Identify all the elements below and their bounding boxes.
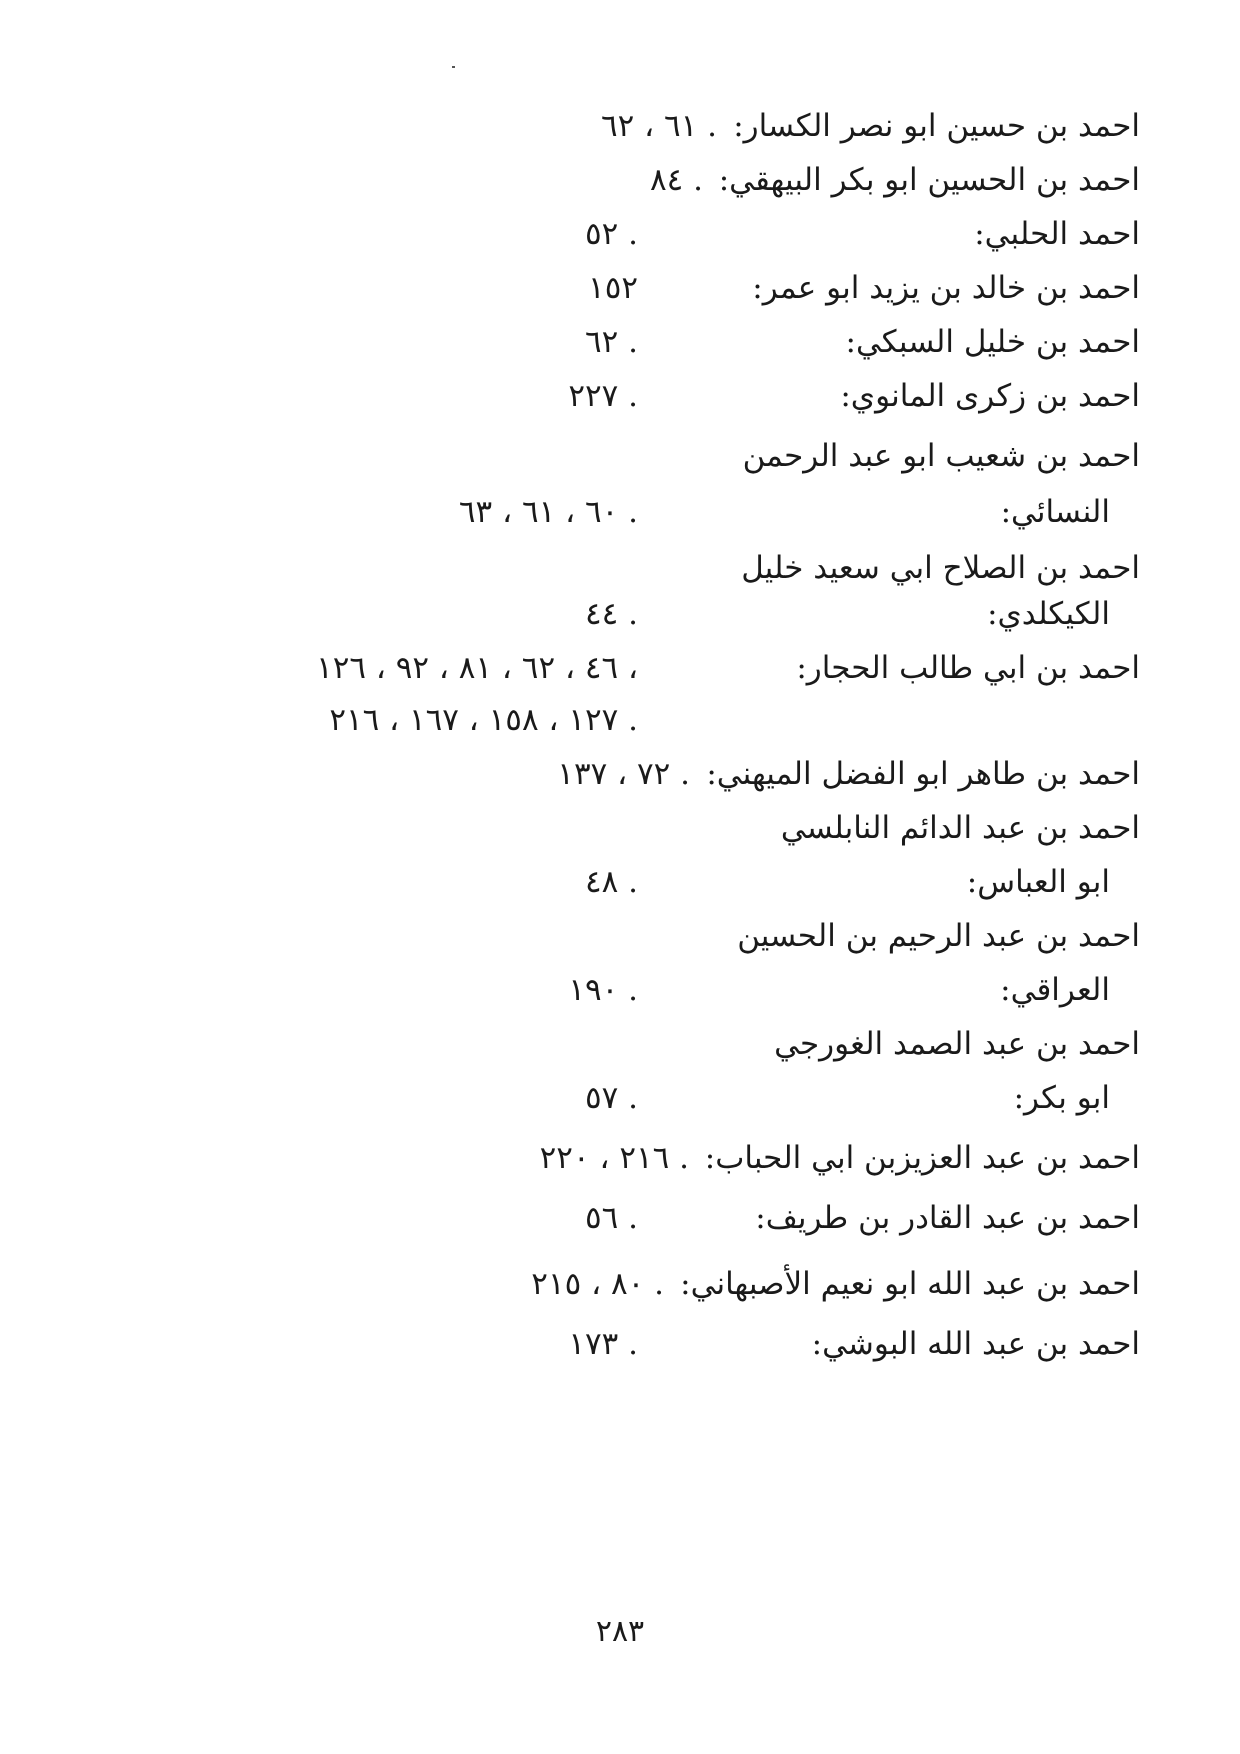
index-entry <box>150 746 1140 802</box>
entry-name: احمد بن خليل السبكي: <box>845 324 1140 360</box>
entry-name: احمد بن طاهر ابو الفضل الميهني: <box>706 756 1140 792</box>
index-entry <box>150 1256 1140 1312</box>
entry-page-numbers: ٦٢ . <box>584 324 638 360</box>
entry-page-numbers: ٥٢ . <box>584 216 638 252</box>
entry-page-numbers: ٨٤ . <box>649 162 703 198</box>
entry-name: احمد بن الحسين ابو بكر البيهقي: <box>718 162 1140 198</box>
entry-page-numbers: ١٢٧ ، ١٥٨ ، ١٦٧ ، ٢١٦ . <box>329 702 638 738</box>
entry-page-numbers: ٢٢٧ . <box>568 378 638 414</box>
entry-name: احمد بن شعيب ابو عبد الرحمن <box>742 438 1140 474</box>
index-entry <box>150 314 1140 370</box>
entry-page-numbers: ١٩٠ . <box>568 972 638 1008</box>
index-entry <box>150 98 1140 154</box>
entry-page-numbers: ٥٦ . <box>584 1200 638 1236</box>
entry-name: العراقي: <box>1000 972 1110 1008</box>
index-entry <box>150 1130 1140 1186</box>
entry-name: احمد بن زكرى المانوي: <box>840 378 1140 414</box>
index-entry <box>150 854 1140 910</box>
scan-speck <box>452 66 455 68</box>
entry-page-numbers: ٤٤ . <box>584 596 638 632</box>
entry-name: احمد بن عبد الله ابو نعيم الأصبهاني: <box>680 1266 1140 1302</box>
entry-name: احمد بن عبد الدائم النابلسي <box>780 810 1140 846</box>
index-entry <box>150 640 1140 696</box>
entry-page-numbers: ٢١٦ ، ٢٢٠ . <box>539 1140 689 1176</box>
index-entry <box>150 428 1140 484</box>
index-entry <box>150 908 1140 964</box>
index-entry <box>150 260 1140 316</box>
entry-page-numbers: ٤٦ ، ٦٢ ، ٨١ ، ٩٢ ، ١٢٦ ، <box>316 650 638 686</box>
index-entry <box>150 152 1140 208</box>
entry-name: النسائي: <box>1000 494 1110 530</box>
entry-name: احمد بن ابي طالب الحجار: <box>796 650 1140 686</box>
index-entry <box>150 692 1140 748</box>
index-entry <box>150 1016 1140 1072</box>
entry-page-numbers: ٦٠ ، ٦١ ، ٦٣ . <box>458 494 638 530</box>
index-entry <box>150 800 1140 856</box>
entry-name: احمد بن عبد العزيزبن ابي الحباب: <box>704 1140 1140 1176</box>
index-entry <box>150 484 1140 540</box>
entry-page-numbers: ١٧٣ . <box>568 1326 638 1362</box>
entry-name: ابو العباس: <box>966 864 1110 900</box>
index-entry <box>150 1070 1140 1126</box>
entry-name: احمد الحلبي: <box>974 216 1140 252</box>
entry-page-numbers: ٥٧ . <box>584 1080 638 1116</box>
index-entry <box>150 586 1140 642</box>
entry-name: احمد بن الصلاح ابي سعيد خليل <box>741 550 1140 586</box>
index-entry <box>150 1316 1140 1372</box>
entry-page-numbers: ١٥٢ <box>588 270 638 306</box>
page-number: ٢٨٣ <box>595 1614 645 1649</box>
entry-page-numbers: ٧٢ ، ١٣٧ . <box>557 756 690 792</box>
entry-name: احمد بن عبد القادر بن طريف: <box>755 1200 1140 1236</box>
entry-page-numbers: ٦١ ، ٦٢ . <box>600 108 717 144</box>
entry-name: احمد بن عبد الرحيم بن الحسين <box>737 918 1140 954</box>
entry-name: الكيكلدي: <box>987 596 1110 632</box>
entry-page-numbers: ٤٨ . <box>584 864 638 900</box>
entry-name: ابو بكر: <box>1013 1080 1110 1116</box>
entry-name: احمد بن عبد الله البوشي: <box>811 1326 1140 1362</box>
index-entry <box>150 1190 1140 1246</box>
entry-name: احمد بن خالد بن يزيد ابو عمر: <box>752 270 1140 306</box>
index-entry <box>150 368 1140 424</box>
entry-name: احمد بن حسين ابو نصر الكسار: <box>733 108 1140 144</box>
entry-page-numbers: ٨٠ ، ٢١٥ . <box>531 1266 664 1302</box>
index-entry <box>150 206 1140 262</box>
index-entry <box>150 962 1140 1018</box>
entry-name: احمد بن عبد الصمد الغورجي <box>774 1026 1140 1062</box>
